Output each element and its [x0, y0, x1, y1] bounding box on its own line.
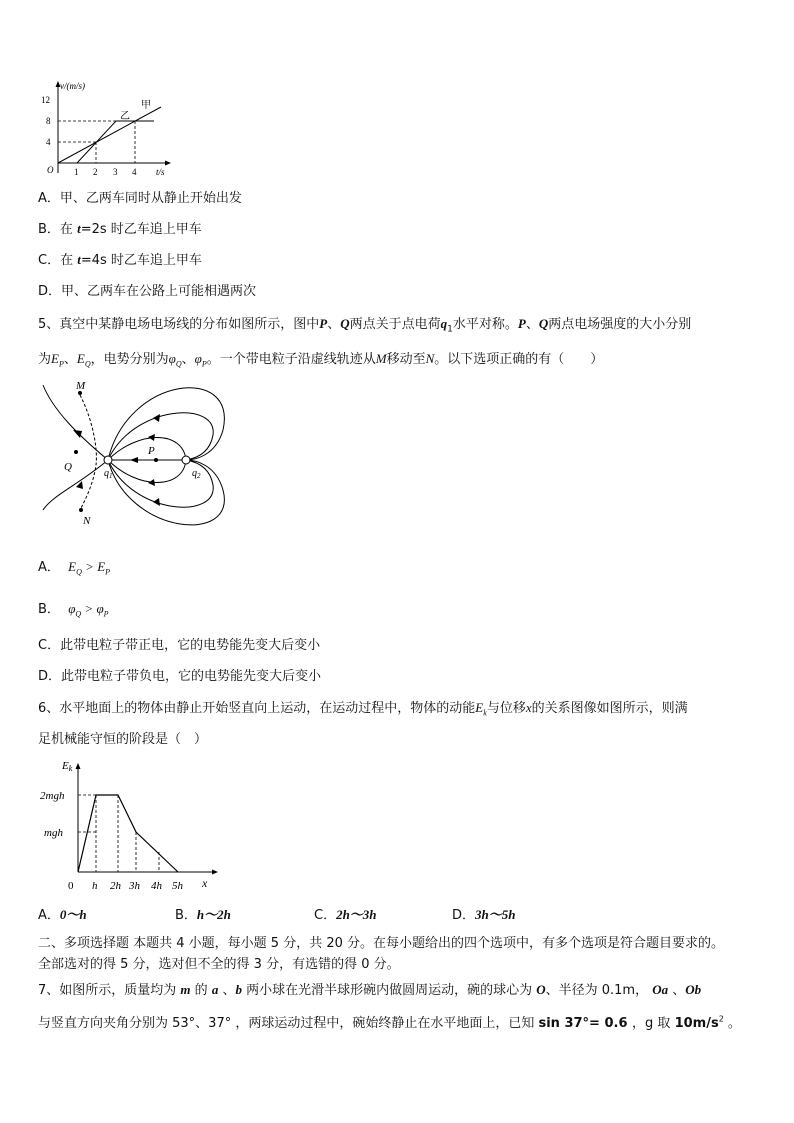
q7-stem-line2: 与竖直方向夹角分别为 53°、37° ，两球运动过程中，碗始终静止在水平地面上，已知 sin 37°= 0.6 ，g 取 $10m/s^2$ 。: [38, 1014, 741, 1031]
ek-xtick-2h: 2h: [110, 880, 121, 892]
ek-origin: 0: [68, 880, 74, 892]
q5-option-b: B． $\varphi_Q > \varphi_P$: [38, 601, 109, 619]
fig-label-N: N: [83, 515, 91, 527]
q4-option-b: B．在 t=2s 时乙车追上甲车: [38, 221, 202, 237]
fig-label-Q: Q: [64, 461, 72, 473]
q5-stem-line2: 为$E_P$、$E_Q$，电势分别为$\varphi_Q$、$\varphi_P$。一个带电粒子沿虚线轨迹从M移动至N。以下选项正确的有（ ）: [38, 351, 604, 369]
section2-heading-line2: 全部选对的得 5 分，选对但不全的得 3 分，有选错的得 0 分。: [38, 957, 400, 972]
fig-label-q2: $q_2$: [192, 468, 201, 480]
q6-stem-line1: 6、水平地面上的物体由静止开始竖直向上运动，在运动过程中，物体的动能$E_k$与位移x的关系图像如图所示，则满: [38, 700, 688, 718]
vt-xtick-4: 4: [132, 167, 137, 177]
vt-xtick-1: 1: [74, 167, 79, 177]
section2-heading-line1: 二、多项选择题 本题共 4 小题，每小题 5 分，共 20 分。在每小题给出的四个选项中，有多个选项是符合题目要求的。: [38, 936, 725, 951]
vt-ytick-12: 12: [41, 95, 50, 105]
q5-option-a: A． $E_Q > E_P$: [38, 559, 111, 577]
ek-ylabel: Ek: [62, 760, 73, 773]
q5-option-c: C．此带电粒子带正电，它的电势能先变大后变小: [38, 638, 321, 653]
q4-option-d: D．甲、乙两车在公路上可能相遇两次: [38, 284, 257, 299]
vt-xlabel: t/s: [156, 167, 165, 177]
electric-field-figure: [38, 380, 248, 530]
vt-label-yi: 乙: [120, 111, 130, 122]
fig-label-M: M: [76, 380, 86, 392]
q6-option-c: C．2h～3h: [314, 907, 377, 923]
ek-xtick-5h: 5h: [172, 880, 183, 892]
fig-label-q1: $q_1$: [104, 468, 113, 480]
vt-graph: [36, 78, 176, 178]
q6-option-a: A．0～h: [38, 907, 87, 923]
ek-xtick-h: h: [92, 880, 98, 892]
q4-option-a: A．甲、乙两车同时从静止开始出发: [38, 191, 242, 206]
vt-ytick-4: 4: [46, 137, 51, 147]
q6-option-d: D．3h～5h: [452, 907, 516, 923]
ek-xlabel: x: [202, 876, 208, 890]
q6-stem-line2: 足机械能守恒的阶段是（ ）: [38, 732, 208, 747]
ek-ytick-2mgh: 2mgh: [40, 790, 65, 802]
vt-origin: O: [47, 165, 54, 175]
vt-ytick-8: 8: [46, 116, 51, 126]
ek-xtick-3h: 3h: [129, 880, 140, 892]
vt-ylabel: v/(m/s): [60, 81, 85, 91]
vt-xtick-3: 3: [113, 167, 118, 177]
ek-ytick-mgh: mgh: [44, 827, 63, 839]
fig-label-P: P: [148, 445, 155, 457]
q4-option-c: C．在 t=4s 时乙车追上甲车: [38, 252, 202, 268]
q6-option-b: B．h～2h: [175, 907, 231, 923]
q5-option-d: D．此带电粒子带负电，它的电势能先变大后变小: [38, 669, 322, 684]
vt-label-jia: 甲: [141, 100, 151, 111]
vt-xtick-2: 2: [93, 167, 98, 177]
q7-stem-line1: 7、如图所示，质量均为 m 的 a 、b 两小球在光滑半球形碗内做圆周运动，碗的球心为 O、半径为 0.1m， Oa 、Ob: [38, 982, 702, 998]
ek-x-graph: [38, 757, 223, 897]
q5-stem-line1: 5、真空中某静电场电场线的分布如图所示，图中P、Q两点关于点电荷$q_1$水平对称。P、Q两点电场强度的大小分别: [38, 316, 692, 335]
ek-xtick-4h: 4h: [151, 880, 162, 892]
